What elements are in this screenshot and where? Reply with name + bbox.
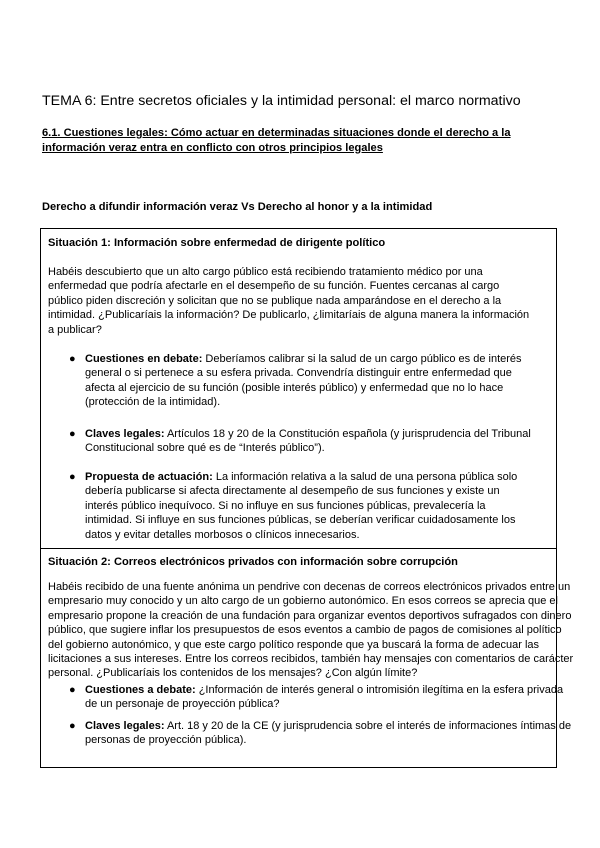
- bullet-label: Propuesta de actuación:: [85, 471, 213, 483]
- bullet-label: Cuestiones a debate:: [85, 684, 196, 696]
- bullet-line: (protección de la intimidad).: [85, 396, 221, 409]
- paragraph-line: público piden discreción y solicitan que no se publique nada amparándose en el derecho a la: [48, 294, 502, 307]
- bullet-text: ¿Información de interés general o intromisión ilegítima en la esfera privada: [195, 684, 564, 696]
- bullet-text: Deberíamos calibrar si la salud de un cargo público es de interés: [202, 353, 522, 365]
- bullet-icon: ●: [69, 353, 76, 365]
- bullet-line: Constitucional sobre qué es de “Interés público”).: [85, 442, 325, 455]
- bullet-icon: ●: [69, 684, 76, 696]
- situation-1-title: Situación 1: Información sobre enfermedad de dirigente político: [48, 237, 386, 249]
- bullet-first-line: [85, 427, 531, 441]
- bullet-line: debería publicarse si afecta directamente al desempeño de sus funciones y existe un: [85, 485, 500, 498]
- bullet-label: Cuestiones en debate:: [85, 353, 203, 365]
- bullet-first-line: [85, 683, 563, 697]
- subtitle-line: 6.1. Cuestiones legales: Cómo actuar en determinadas situaciones donde el derecho a la: [42, 127, 511, 139]
- situation-1-paragraph: [48, 265, 548, 337]
- bullet-line: personas de proyección pública).: [85, 734, 247, 747]
- paragraph-line: del gobierno autonómico, y que este cargo político responde que ya buscará la forma de adecuar las: [48, 638, 540, 651]
- bullet-icon: ●: [69, 720, 76, 732]
- paragraph-line: licitaciones a sus intereses. Entre los correos recibidos, también hay mensajes con comentarios de carácter: [48, 653, 574, 666]
- bullet-line: de un personaje de proyección pública?: [85, 698, 280, 711]
- bullet-label: Claves legales:: [85, 428, 165, 440]
- bullet-line: intimidad. Si influye en sus funciones públicas, se deberían verificar cuidadosamente los: [85, 514, 516, 527]
- paragraph-line: público, que sugiere inflar los presupuestos de esos eventos a cambio de pagos de comisiones al político: [48, 624, 562, 637]
- paragraph-line: a publicar?: [48, 323, 102, 336]
- bullet-line: general o si pertenece a su esfera privada. Convendría distinguir entre enfermedad que: [85, 367, 512, 380]
- bullet-text: Art. 18 y 20 de la CE (y jurisprudencia sobre el interés de informaciones íntimas de: [164, 720, 572, 732]
- bullet-line: afecta al ejercicio de su función (posible interés público) y enfermedad que no lo hace: [85, 381, 504, 394]
- situation-2-box: [40, 548, 574, 768]
- bullet-text: Artículos 18 y 20 de la Constitución española (y jurisprudencia del Tribunal: [164, 428, 531, 440]
- paragraph-line: empresario muy conocido y un alto cargo de un gobierno autonómico. En esos correos se aprecia que el: [48, 595, 558, 608]
- situation-1-box: [40, 228, 557, 549]
- paragraph-line: personal. ¿Publicaríais los contenidos de los mensajes? ¿Con algún límite?: [48, 667, 418, 680]
- bullet-line: interés público inequívoco. Si no influye en sus funciones públicas, prevalecería la: [85, 499, 486, 512]
- subtitle-line: información veraz entra en conflicto con otros principios legales: [42, 141, 383, 154]
- bullet-line: datos y evitar detalles morbosos o clínicos innecesarios.: [85, 528, 360, 541]
- paragraph-line: intimidad. ¿Publicaríais la información? De publicarlo, ¿limitaríais de alguna manera la información: [48, 309, 530, 322]
- situation-2-paragraph: [48, 580, 574, 681]
- paragraph-line: Habéis recibido de una fuente anónima un pendrive con decenas de correos electrónicos privados entre un: [48, 581, 571, 593]
- bullet-first-line: [85, 719, 571, 733]
- paragraph-line: Habéis descubierto que un alto cargo público está recibiendo tratamiento médico por una: [48, 266, 483, 278]
- bullet-text: La información relativa a la salud de una persona pública solo: [212, 471, 518, 483]
- paragraph-line: enfermedad que podría afectarle en el desempeño de su función. Fuentes cercanas al cargo: [48, 280, 500, 293]
- situation-2-title: Situación 2: Correos electrónicos privados con información sobre corrupción: [48, 556, 458, 568]
- paragraph-line: empresario propone la creación de una fundación para organizar eventos deportivos sufragados con dinero: [48, 609, 572, 622]
- bullet-icon: ●: [69, 471, 76, 483]
- document-title: TEMA 6: Entre secretos oficiales y la intimidad personal: el marco normativo: [42, 93, 521, 109]
- section-heading: Derecho a difundir información veraz Vs Derecho al honor y a la intimidad: [42, 201, 433, 213]
- bullet-icon: ●: [69, 428, 76, 440]
- bullet-label: Claves legales:: [85, 720, 165, 732]
- bullet-first-line: [85, 470, 517, 484]
- bullet-first-line: [85, 352, 522, 366]
- section-subtitle: [42, 126, 557, 155]
